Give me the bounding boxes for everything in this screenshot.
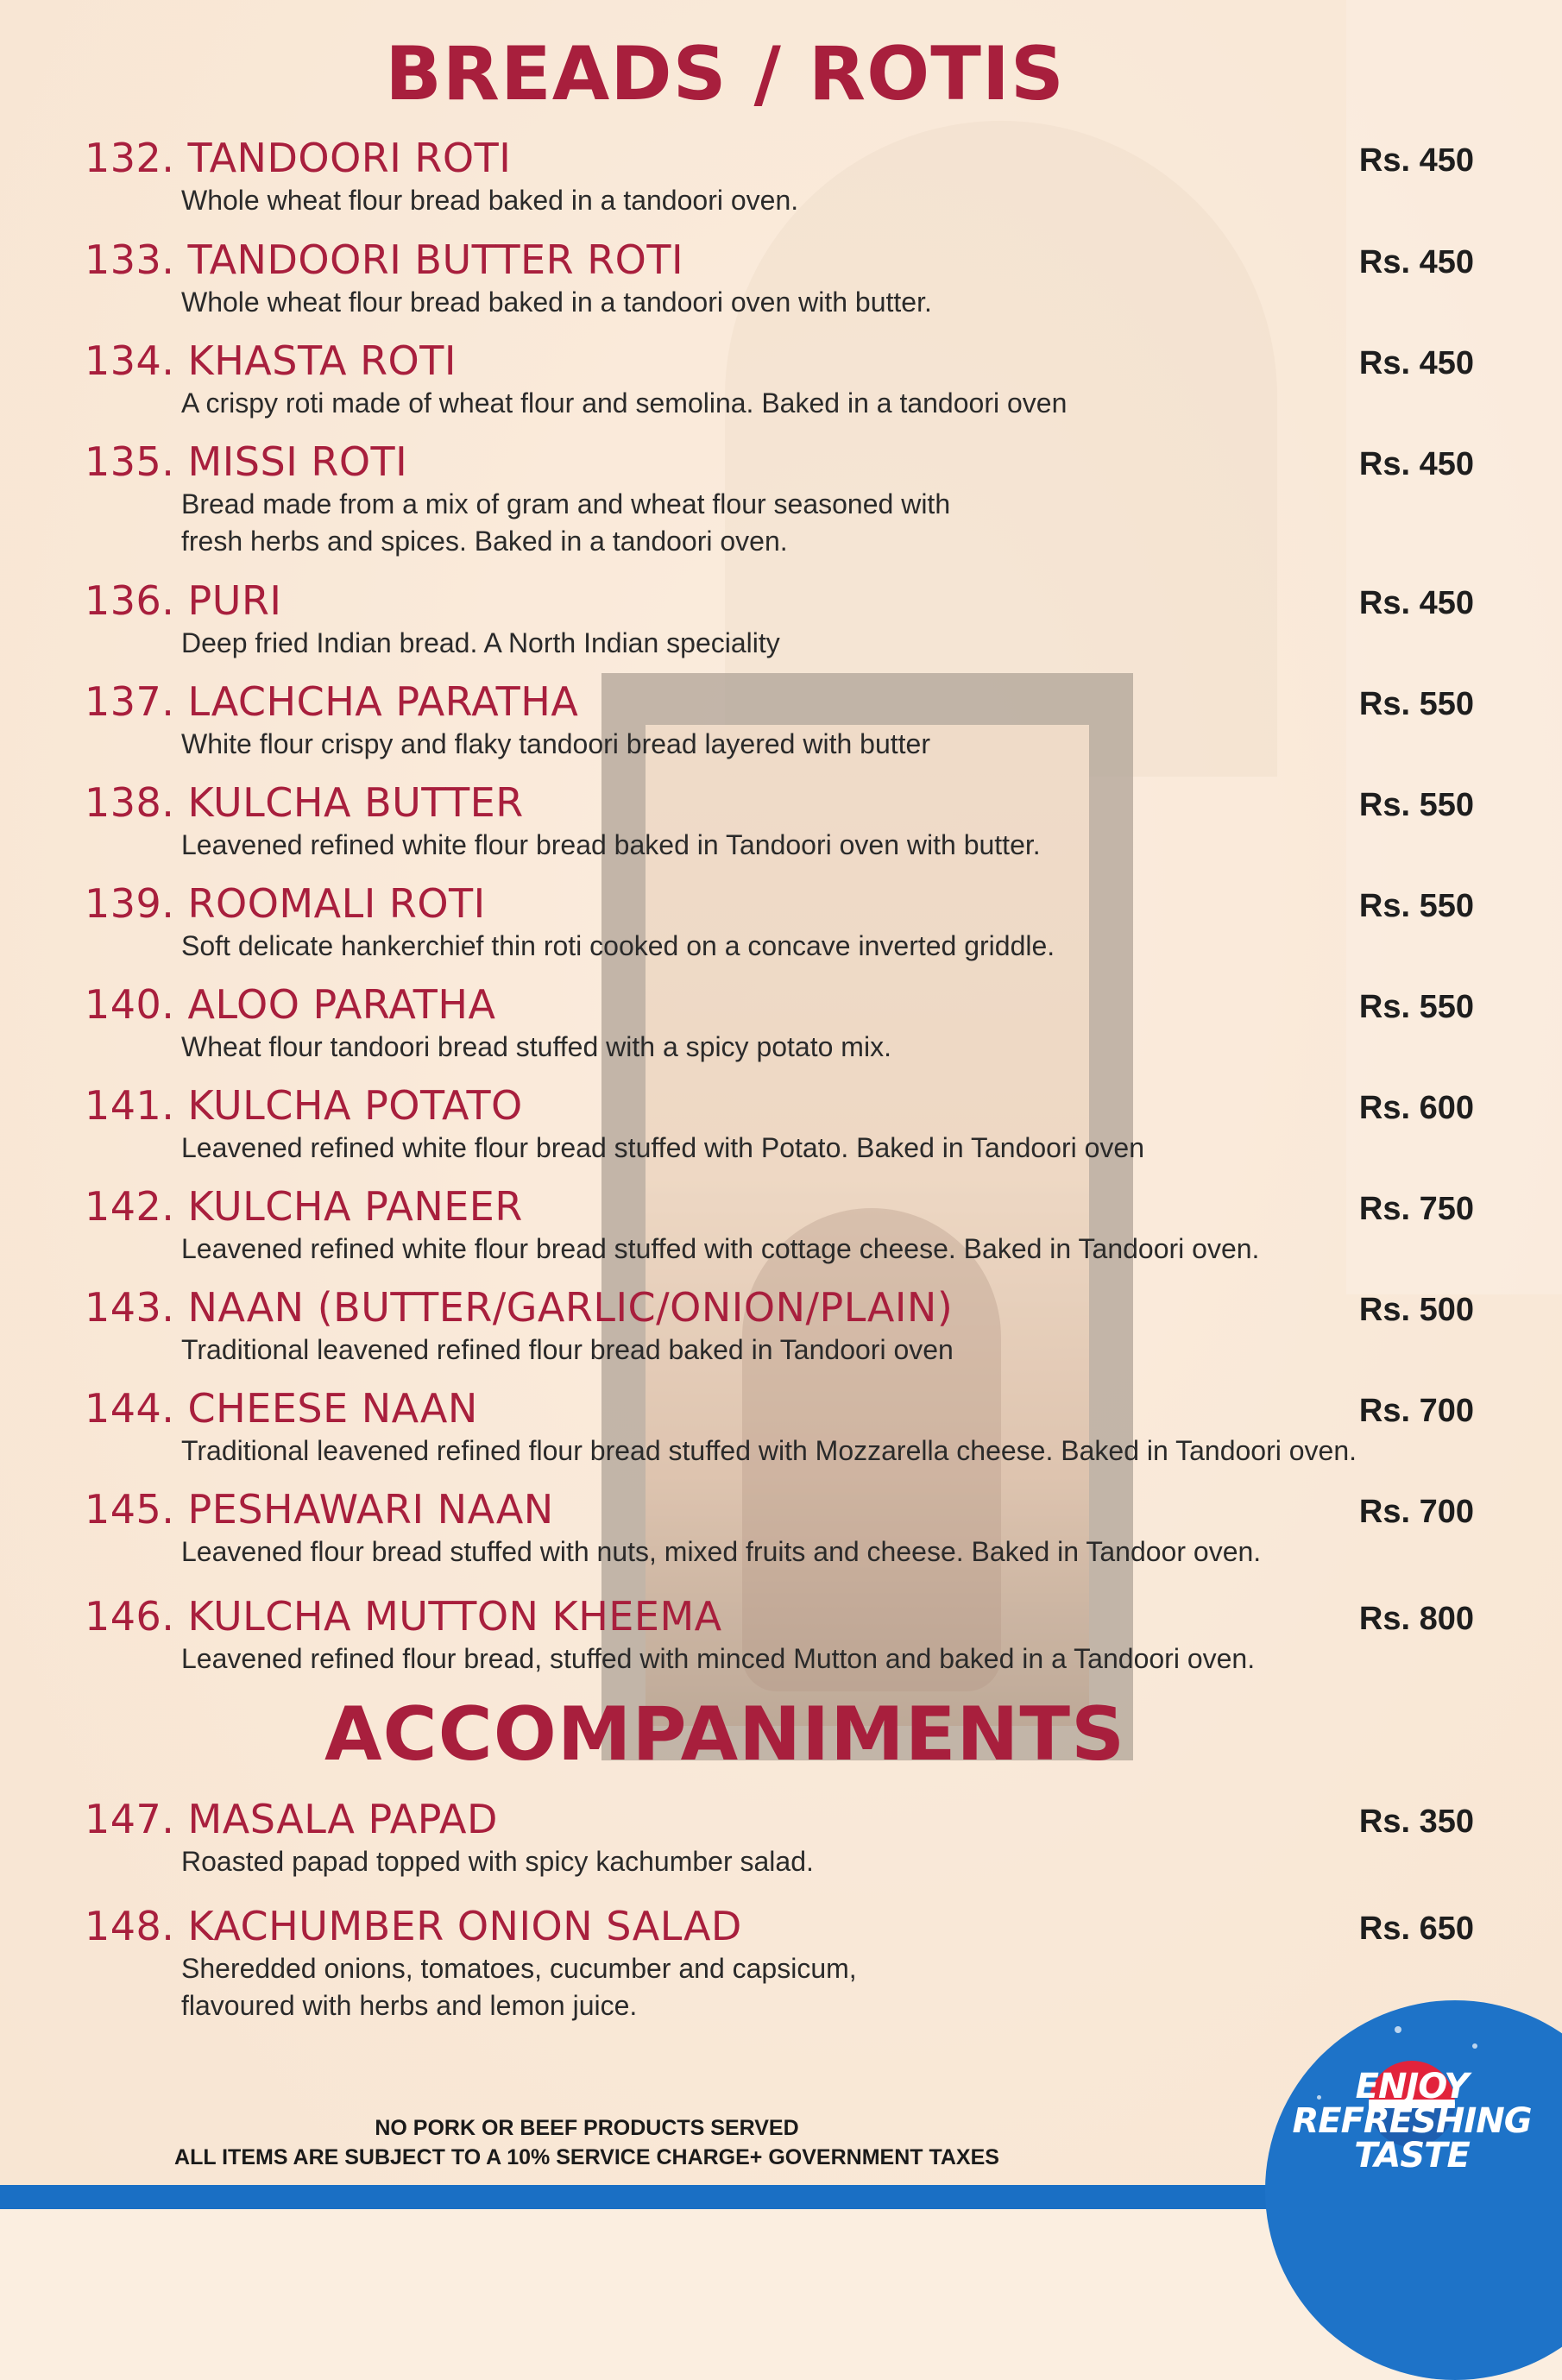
menu-item-name: 147. MASALA PAPAD: [85, 1796, 498, 1842]
menu-item-price: Rs. 650: [1358, 1911, 1474, 1947]
menu-item-description: Whole wheat flour bread baked in a tandoori oven with butter.: [181, 286, 932, 318]
menu-item: [85, 879, 1474, 965]
menu-item-description: fresh herbs and spices. Baked in a tandoori oven.: [181, 526, 788, 557]
menu-item-name: 137. LACHCHA PARATHA: [85, 678, 579, 725]
menu-item: [85, 337, 1474, 422]
menu-item-name: 135. MISSI ROTI: [85, 438, 408, 485]
menu-item-name: 142. KULCHA PANEER: [85, 1183, 523, 1230]
menu-item-description: Wheat flour tandoori bread stuffed with a spicy potato mix.: [181, 1031, 891, 1062]
menu-item-name: 141. KULCHA POTATO: [85, 1082, 523, 1129]
menu-item-price: Rs. 350: [1358, 1804, 1474, 1840]
menu-item-price: Rs. 700: [1358, 1393, 1474, 1429]
menu-item-name: 134. KHASTA ROTI: [85, 337, 457, 384]
menu-item: [85, 576, 1474, 662]
menu-item-price: Rs. 700: [1358, 1494, 1474, 1530]
menu-item: [85, 1485, 1474, 1571]
menu-item-description: Leavened refined white flour bread baked in Tandoori oven with butter.: [181, 829, 1041, 860]
menu-item: [85, 1795, 1474, 1880]
menu-item-name: 145. PESHAWARI NAAN: [85, 1486, 554, 1533]
footer-note-service-charge: ALL ITEMS ARE SUBJECT TO A 10% SERVICE CHARGE+ GOVERNMENT TAXES: [174, 2145, 999, 2169]
menu-item: [85, 1283, 1474, 1369]
menu-item: [85, 1592, 1474, 1678]
menu-item-price: Rs. 800: [1358, 1601, 1474, 1637]
badge-tagline-refreshing: REFRESHING: [1292, 2101, 1532, 2141]
section-title-breads: BREADS / ROTIS: [385, 31, 1065, 117]
menu-item-price: Rs. 600: [1358, 1090, 1474, 1126]
badge-sparkle: [1472, 2043, 1477, 2049]
menu-item-price: Rs. 550: [1358, 686, 1474, 722]
menu-item-description: Bread made from a mix of gram and wheat flour seasoned with: [181, 488, 951, 519]
menu-item-price: Rs. 550: [1358, 787, 1474, 823]
menu-item-description: Sheredded onions, tomatoes, cucumber and capsicum,: [181, 1953, 857, 1984]
menu-item-description: A crispy roti made of wheat flour and semolina. Baked in a tandoori oven: [181, 387, 1068, 419]
menu-item: [85, 1902, 1474, 2024]
menu-item-price: Rs. 550: [1358, 888, 1474, 924]
menu-item-name: 138. KULCHA BUTTER: [85, 779, 524, 826]
badge-tagline-enjoy: ENJOY: [1355, 2067, 1469, 2106]
menu-item-description: Leavened refined white flour bread stuffed with Potato. Baked in Tandoori oven: [181, 1132, 1145, 1163]
menu-item: [85, 134, 1474, 219]
menu-item-price: Rs. 450: [1358, 585, 1474, 621]
menu-item-description: Soft delicate hankerchief thin roti cooked on a concave inverted griddle.: [181, 930, 1055, 961]
menu-item: [85, 438, 1474, 560]
menu-item-description: Traditional leavened refined flour bread baked in Tandoori oven: [181, 1334, 954, 1365]
badge-tagline-taste: TASTE: [1354, 2136, 1470, 2175]
menu-item-price: Rs. 500: [1358, 1292, 1474, 1328]
menu-item: [85, 980, 1474, 1066]
menu-item-description: flavoured with herbs and lemon juice.: [181, 1990, 638, 2021]
menu-item: [85, 677, 1474, 763]
menu-item-price: Rs. 450: [1358, 142, 1474, 179]
menu-item: [85, 1081, 1474, 1167]
menu-item: [85, 778, 1474, 864]
menu-item-name: 146. KULCHA MUTTON KHEEMA: [85, 1593, 722, 1640]
menu-item-name: 136. PURI: [85, 577, 282, 624]
menu-item-price: Rs. 450: [1358, 345, 1474, 381]
menu-item-name: 139. ROOMALI ROTI: [85, 880, 486, 927]
menu-item: [85, 1182, 1474, 1268]
menu-item: [85, 1384, 1474, 1470]
menu-item-description: Traditional leavened refined flour bread stuffed with Mozzarella cheese. Baked in Tandoori oven.: [181, 1435, 1357, 1466]
menu-item-description: Leavened refined flour bread, stuffed with minced Mutton and baked in a Tandoori oven.: [181, 1643, 1256, 1674]
menu-item-name: 140. ALOO PARATHA: [85, 981, 496, 1028]
menu-item-price: Rs. 450: [1358, 244, 1474, 280]
menu-item-description: Roasted papad topped with spicy kachumber salad.: [181, 1846, 814, 1877]
menu-item-description: Leavened flour bread stuffed with nuts, mixed fruits and cheese. Baked in Tandoor oven.: [181, 1536, 1262, 1567]
footer-note-no-pork: NO PORK OR BEEF PRODUCTS SERVED: [375, 2116, 799, 2140]
menu-item-description: Leavened refined white flour bread stuffed with cottage cheese. Baked in Tandoori oven.: [181, 1233, 1260, 1264]
menu-item-name: 144. CHEESE NAAN: [85, 1385, 478, 1432]
menu-item-description: Whole wheat flour bread baked in a tandoori oven.: [181, 185, 799, 216]
menu-item-description: Deep fried Indian bread. A North Indian speciality: [181, 627, 780, 658]
menu-item-price: Rs. 450: [1358, 446, 1474, 482]
section-title-accompaniments: ACCOMPANIMENTS: [324, 1691, 1126, 1778]
menu-item-name: 143. NAAN (BUTTER/GARLIC/ONION/PLAIN): [85, 1284, 954, 1331]
menu-item: [85, 236, 1474, 321]
menu-item-name: 148. KACHUMBER ONION SALAD: [85, 1903, 742, 1949]
menu-item-description: White flour crispy and flaky tandoori bread layered with butter: [181, 728, 930, 759]
menu-item-name: 132. TANDOORI ROTI: [85, 135, 512, 181]
menu-item-name: 133. TANDOORI BUTTER ROTI: [85, 236, 684, 283]
menu-item-price: Rs. 750: [1358, 1191, 1474, 1227]
menu-item-price: Rs. 550: [1358, 989, 1474, 1025]
badge-sparkle: [1395, 2026, 1401, 2033]
